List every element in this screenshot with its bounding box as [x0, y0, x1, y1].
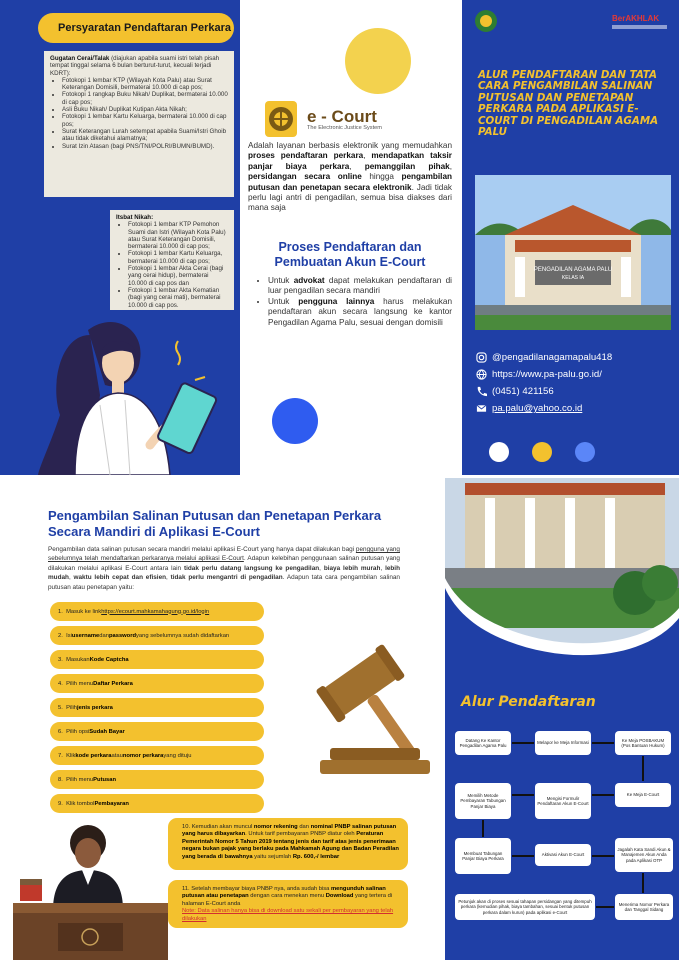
step-3: 3. Masukan Kode Captcha — [50, 650, 264, 669]
gugatan-item: • Fotokopi 1 lembar Kartu Keluarga, bermaterai 10.000 di cap pos; — [62, 113, 228, 128]
judge-illustration — [8, 815, 173, 960]
flow-step-2: Melapor ke Meja Informasi — [535, 731, 591, 755]
gugatan-card — [44, 51, 234, 197]
contact-website[interactable]: https://www.pa-palu.go.id/ — [476, 369, 612, 380]
gugatan-item: • Fotokopi 1 lembar KTP (Wilayah Kota Palu) atau Surat Keterangan Domisili, bermaterai 10.000 di cap pos; — [62, 77, 228, 92]
contact-list — [476, 352, 612, 414]
flow-arrow — [642, 873, 644, 893]
ecourt-description: Adalah layanan berbasis elektronik yang memudahkan proses pendaftaran perkara, mendapatkan taksir panjar biaya perkara, pemanggilan pihak, persidangan secara online hingga pengambilan putusan dan penetapan secara elektronik. Jadi tidak perlu lagi antri di pengadilan, semua bisa diakses dari mana saja — [248, 141, 452, 213]
pengambilan-intro: Pengambilan data salinan putusan secara mandiri melalui aplikasi E-Court yang hanya dapat dilakukan bagi pengguna yang sebelumnya telah mendaftarkan perkaranya melalui aplikasi E-Court. Adapun kelebihan penggunaan salinan putusan yang dilakukan melalui aplikasi E-Court antara lain tidak perlu datang langsung ke pengadilan, biaya lebih murah, lebih mudah, waktu lebih cepat dan efisien, tidak perlu mengantri di pengadilan. Adapun tata cara pengambilan salinan putusan atau penetapan yaitu: — [48, 546, 400, 591]
mahkamah-agung-logo-icon — [474, 8, 498, 34]
flow-arrow — [512, 855, 534, 857]
mail-icon — [476, 403, 487, 414]
court-building-photo-2 — [445, 478, 679, 663]
gugatan-title: Gugatan Cerai/Talak — [50, 55, 110, 62]
flow-step-9: Jagalah Kata Sandi Akun & Manajemen Akun Anda pada Aplikasi OTP — [615, 838, 673, 872]
cover-title: ALUR PENDAFTARAN DAN TATA CARA PENGAMBILAN SALINAN PUTUSAN DAN PENETAPAN PERKARA PADA APLIKASI E-COURT DI PENGADILAN AGAMA PALU — [478, 69, 659, 139]
note-11-warning: Note: Data salinan hanya bisa di download satu sekali per pembayaran yang telah dilakukan — [182, 908, 394, 922]
step-1: 1. Masuk ke link https://ecourt.mahkamahagung.go.id/login — [50, 602, 264, 621]
flow-step-11: Menerima Nomor Perkara dan Tanggal Sidang — [615, 894, 673, 920]
contact-phone[interactable]: (0451) 421156 — [476, 386, 612, 397]
alur-title: Alur Pendaftaran — [461, 694, 596, 710]
requirements-panel — [0, 0, 240, 475]
isbat-item: • Fotokopi 1 lembar Kartu Keluarga, bermaterai 10.000 di cap pos; — [128, 250, 228, 265]
mahkamah-agung-emblem-icon — [263, 99, 299, 139]
step-7: 7. Klik kode perkara atau nomor perkara yang dituju — [50, 746, 264, 765]
gugatan-intro: (diajukan apabila suami istri telah pisah tempat tinggal selama 6 bulan berturut-turut, kecuali terjadi KDRT): — [50, 55, 220, 77]
step-6: 6. Pilih opsi Sudah Bayar — [50, 722, 264, 741]
step-8: 8. Pilih menu Putusan — [50, 770, 264, 789]
isbat-item: • Fotokopi 1 lembar Akta Kematian (bagi yang cerai mati), bermaterai 10.000 di cap pos. — [128, 287, 228, 309]
step-5: 5. Pilih jenis perkara — [50, 698, 264, 717]
court-building-photo — [475, 175, 671, 330]
gugatan-item: • Surat Izin Atasan (bagi PNS/TNI/POLRI/BUMN/BUMD). — [62, 143, 228, 150]
flow-arrow — [592, 855, 614, 857]
flow-arrow — [512, 742, 534, 744]
flow-step-6: Memilih Metode Pembayaran Tabungan Panjar Biaya — [455, 783, 511, 819]
gugatan-item: • Asli Buku Nikah/ Duplikat Kutipan Akta Nikah; — [62, 106, 228, 113]
isbat-title: Itsbat Nikah — [116, 214, 152, 221]
dot-yellow — [532, 442, 552, 462]
isbat-item: • Fotokopi 1 lembar Akta Cerai (bagi yang cerai hidup), bermaterai 10.000 di cap pos dan — [128, 265, 228, 287]
isbat-item: • Fotokopi 1 lembar KTP Pemohon Suami dan Istri (Wilayah Kota Palu) atau Surat Keterangan Domisili, bermaterai 10.000 di cap pos; — [128, 221, 228, 250]
note-10: 10. Kemudian akan muncul nomor rekening dan nominal PNBP salinan putusan yang harus dibayarkan. Untuk tarif pembayaran PNBP diatur oleh Peraturan Pemerintah Nomor 5 Tahun 2019 tentang jenis dan tarif atas jenis penerimaan negara bukan pajak yang berlaku pada Mahkamah Agung dan Badan Peradilan yang berada di bawahnya yaitu sejumlah Rp. 600,-/ lembar — [168, 818, 408, 870]
gugatan-item: • Fotokopi 1 rangkap Buku Nikah/ Duplikat, bermaterai 10.000 di cap pos; — [62, 91, 228, 106]
requirements-title: Persyaratan Pendaftaran Perkara — [38, 13, 234, 43]
step-4: 4. Pilih menu Daftar Perkara — [50, 674, 264, 693]
proses-item-advokat: • Untuk advokat dapat melakukan pendaftaran di luar pengadilan secara mandiri — [268, 276, 452, 297]
woman-tablet-illustration — [30, 305, 230, 475]
dot-blue — [575, 442, 595, 462]
ecourt-logo — [263, 98, 443, 140]
flow-step-3: Ke Meja POSBAKUM (Pos Bantuan Hukum) — [615, 731, 671, 755]
berakhlak-badge: BerAKHLAK — [612, 14, 660, 23]
flow-arrow — [592, 742, 614, 744]
decor-circle-yellow — [345, 28, 411, 94]
dot-white — [489, 442, 509, 462]
ecourt-login-link[interactable]: https://ecourt.mahkamahagung.go.id/login — [101, 608, 210, 615]
phone-icon — [476, 386, 487, 397]
flow-arrow — [482, 820, 484, 837]
flow-step-7: Membuat Tabungan Panjar Biaya Perkara — [455, 838, 511, 874]
proses-item-pengguna: • Untuk pengguna lainnya harus melakukan pendaftaran akun secara langsung ke kantor Pengadilan Agama Palu, sesuai dengan domisili — [268, 297, 452, 328]
proses-title: Proses Pendaftaran dan Pembuatan Akun E-Court — [274, 240, 426, 269]
ecourt-logo-subtitle: The Electronic Justice System — [307, 124, 382, 131]
step-9: 9. Klik tombol Pembayaran — [50, 794, 264, 813]
note-11: 11. Setelah membayar biaya PNBP nya, anda sudah bisa mengunduh salinan putusan atau penetapan dengan cara menekan menu Download yang tertera di halaman E-Court anda Note: Data salinan hanya bisa di download satu sekali per pembayaran yang telah dilakukan — [168, 880, 408, 928]
pengambilan-title: Pengambilan Salinan Putusan dan Penetapan Perkara Secara Mandiri di Aplikasi E-Court — [48, 508, 382, 539]
flow-step-4: Ke Meja E-Court — [615, 783, 671, 807]
flow-arrow — [592, 794, 614, 796]
isbat-card: Itsbat Nikah: • Fotokopi 1 lembar KTP Pemohon Suami dan Istri (Wilayah Kota Palu) atau Surat Keterangan Domisili, bermaterai 10.000 di cap pos; • Fotokopi 1 lembar Kartu Keluarga, bermaterai 10.000 di cap pos; • Fotokopi 1 lembar Akta Cerai (bagi yang cerai hidup), bermaterai 10.000 di cap pos dan • Fotokopi 1 lembar Akta Kematian (bagi yang cerai mati), bermaterai 10.000 di cap pos. — [110, 210, 234, 310]
gugatan-item: • Surat Keterangan Lurah setempat apabila Suami/Istri Ghoib atau tidak diketahui alamatnya; — [62, 128, 228, 143]
flow-step-5: Mengisi Formulir Pendaftaran Akun E-Court — [535, 783, 591, 819]
gavel-illustration — [290, 630, 440, 780]
flow-arrow — [512, 794, 534, 796]
flow-arrow — [596, 906, 614, 908]
instagram-icon — [476, 352, 487, 363]
cover-panel — [462, 0, 679, 475]
flow-step-1: Datang Ke Kantor Pengadilan Agama Palu — [455, 731, 511, 755]
contact-instagram[interactable]: @pengadilanagamapalu418 — [476, 352, 612, 363]
flow-step-8: Aktivasi Akun E-Court — [535, 844, 591, 866]
flow-step-10: Petunjuk akan di proses sesuai tahapan persidangan yang ditempuh perkara (kemudian pihak, biaya tambahan, sesuai bentuk putusan perkara dalam kurun) pada aplikasi e-Court — [455, 894, 595, 920]
step-2: 2. Isi username dan password yang sebelumnya sudah didaftarkan — [50, 626, 264, 645]
decor-circle-blue — [272, 398, 318, 444]
building-sign-text: PENGADILAN AGAMA PALU — [533, 267, 613, 273]
globe-icon — [476, 369, 487, 380]
contact-email[interactable]: pa.palu@yahoo.co.id — [476, 403, 612, 414]
flow-arrow — [642, 756, 644, 781]
ecourt-logo-text: e - Court — [307, 106, 377, 126]
building-sign-class: KELAS IA — [561, 275, 585, 281]
alur-panel — [445, 478, 679, 960]
proses-list — [258, 276, 452, 328]
badge-underline — [612, 25, 667, 29]
